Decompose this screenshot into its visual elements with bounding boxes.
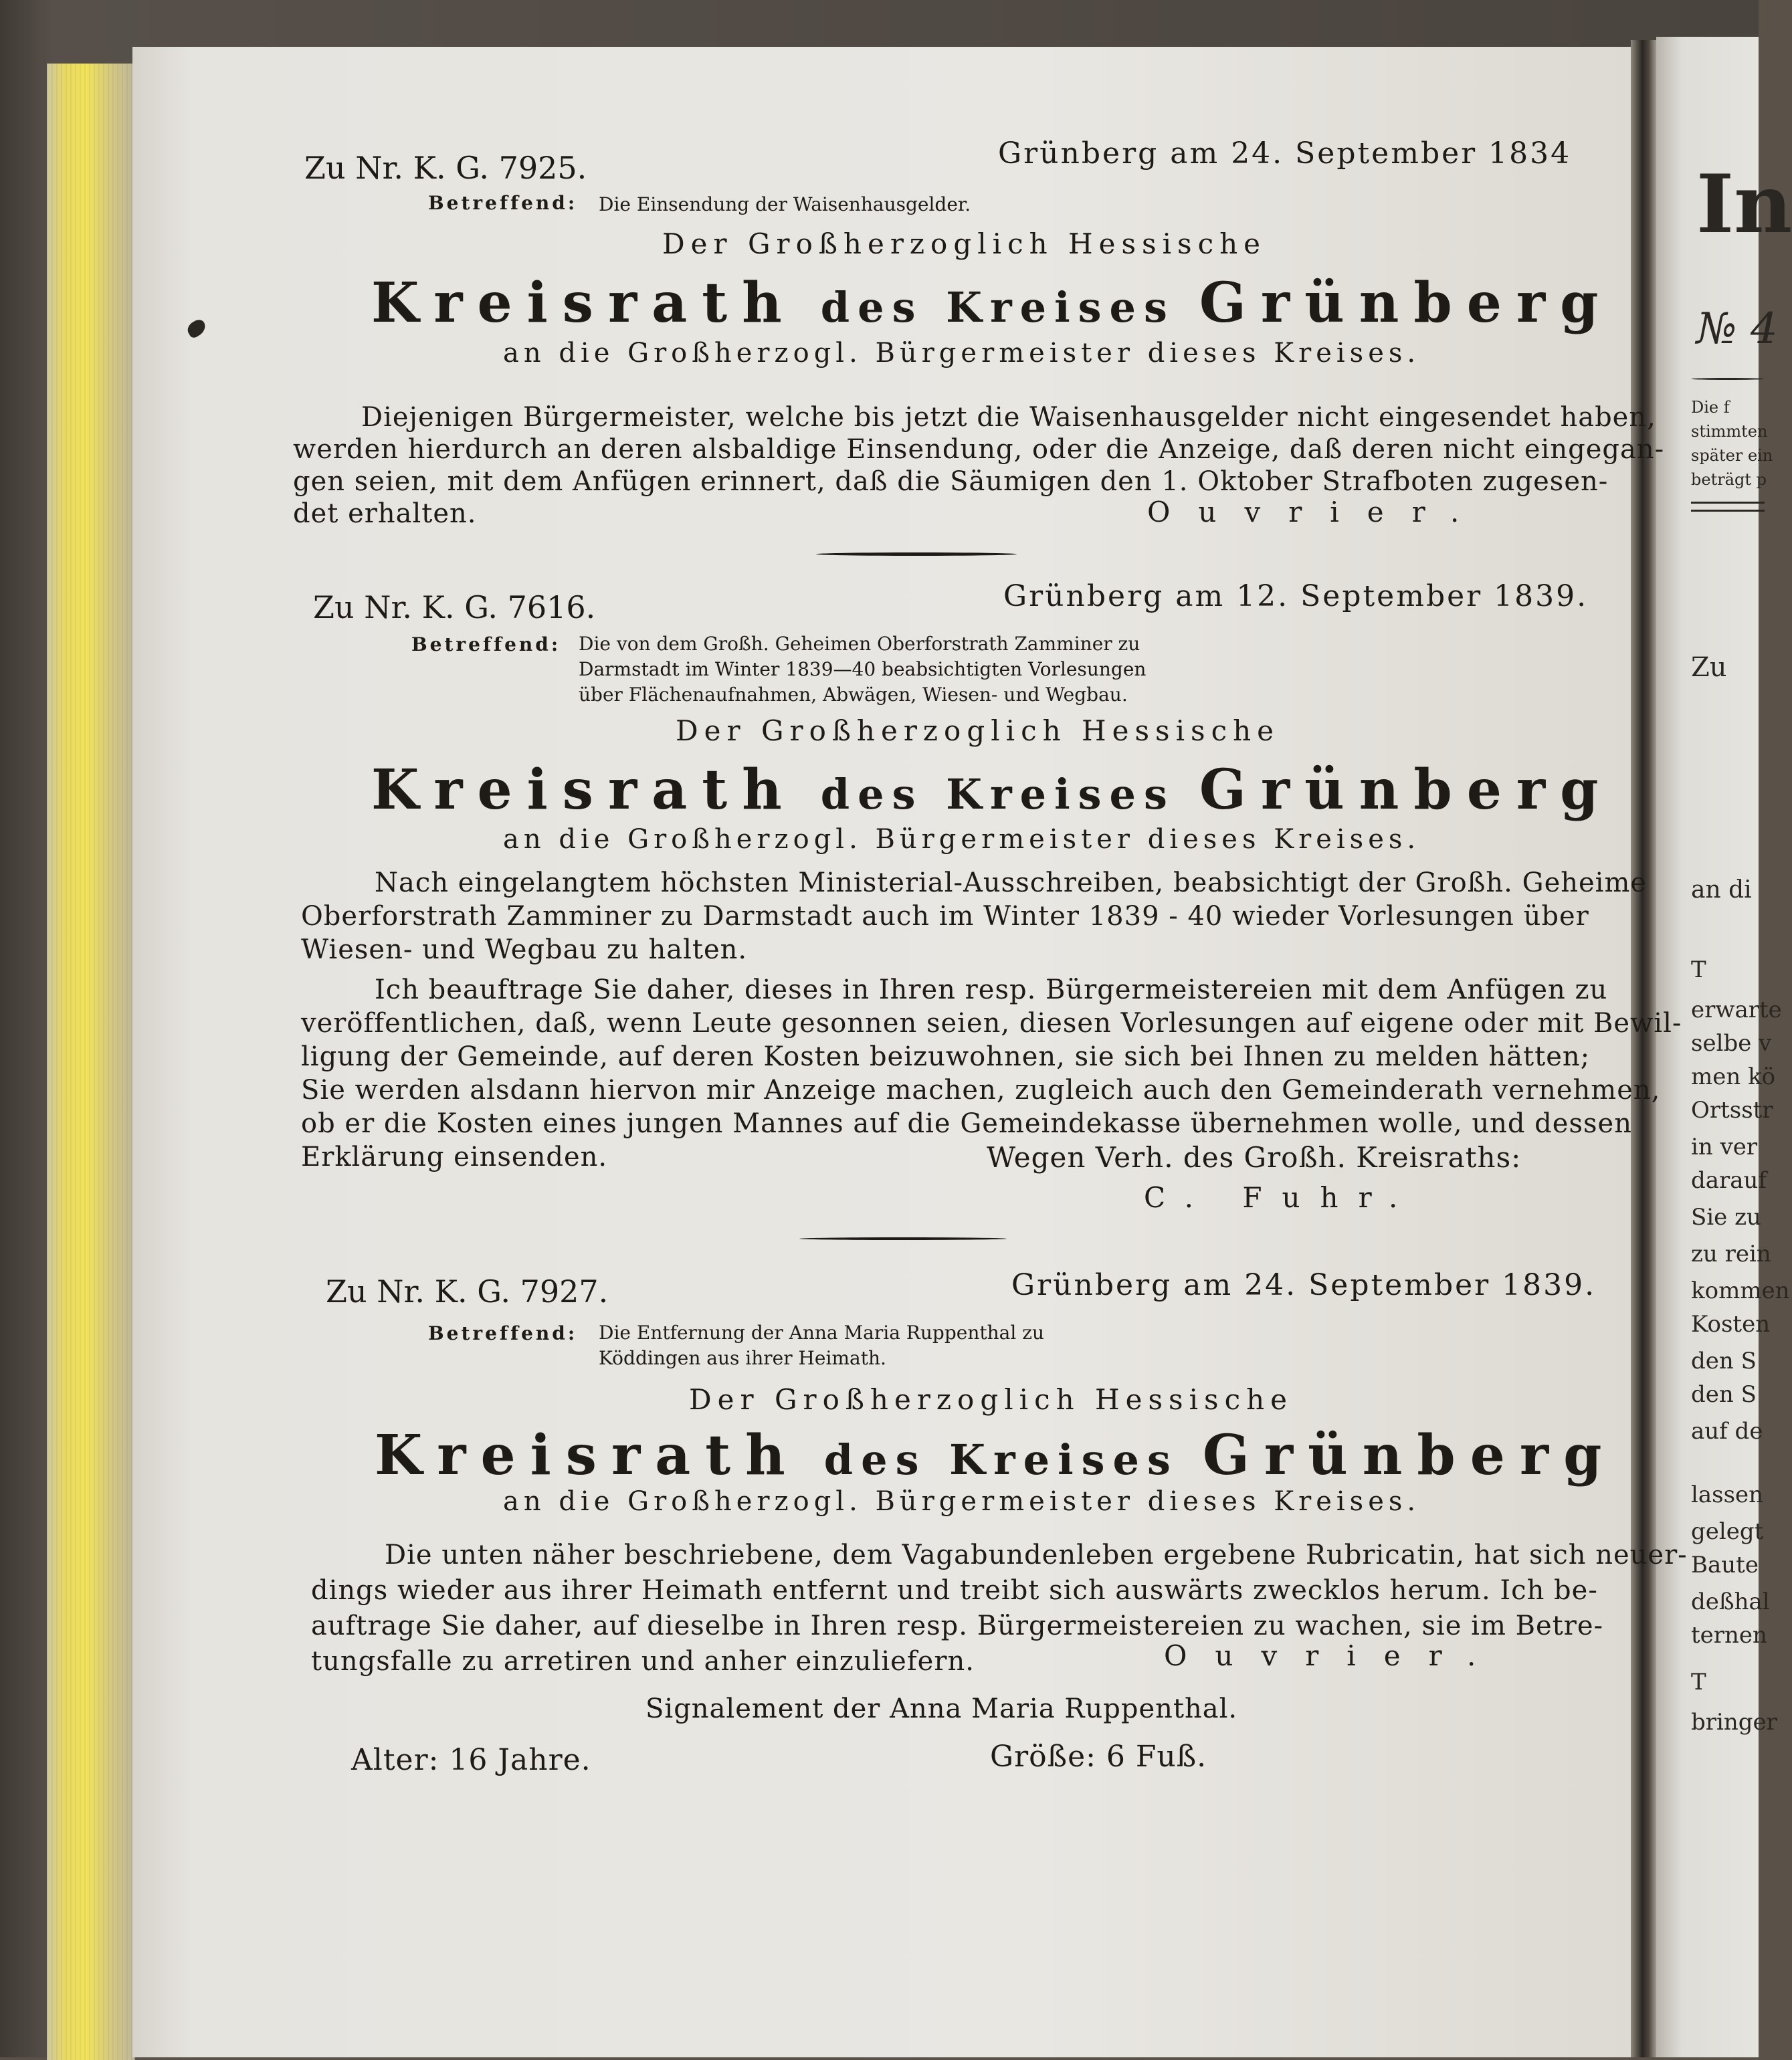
notice-1-body-line: Diejenigen Bürgermeister, welche bis jetzt die Waisenhausgelder nicht eingesendet haben, [361,402,1656,433]
notice-3-height: Größe: 6 Fuß. [990,1740,1207,1774]
next-page-double-rule [1691,502,1765,512]
notice-2-betreff-line: über Flächenaufnahmen, Abwägen, Wiesen- und Wegbau. [579,684,1128,706]
title-word: Kreisrath [375,1423,800,1487]
next-page-text-line: men kö [1691,1063,1776,1090]
next-page-text-line: den S [1691,1381,1757,1408]
title-word: des Kreises [823,1435,1179,1484]
notice-2-addressee: an die Großherzogl. Bürgermeister dieses Kreises. [503,824,1421,855]
notice-2-body-line: Oberforstrath Zamminer zu Darmstadt auch im Winter 1839 - 40 wieder Vorlesungen über [301,901,1589,932]
next-page-text-line: ternen [1691,1622,1767,1649]
next-page-text-line: in ver [1691,1134,1758,1160]
notice-2-signature: C. Fuhr. [1144,1181,1418,1214]
next-page-title: In [1696,157,1792,251]
notice-2-betreff-line: Darmstadt im Winter 1839—40 beabsichtigten Vorlesungen [579,658,1147,680]
title-word: des Kreises [820,283,1175,332]
notice-3-title [375,1423,1617,1487]
section-divider [799,1237,1007,1240]
notice-2-body-line: ob er die Kosten eines jungen Mannes auf die Gemeindekasse übernehmen wolle, und dessen [301,1108,1632,1139]
notice-2-body-line: Sie werden alsdann hiervon mir Anzeige machen, zugleich auch den Gemeinderath vernehmen, [301,1075,1661,1106]
next-page-header-line: stimmten [1691,422,1768,441]
notice-3-issuer: Der Großherzoglich Hessische [689,1383,1293,1416]
notice-3-date: Grünberg am 24. September 1839. [1011,1268,1597,1302]
next-page-text-line: erwarte [1691,997,1782,1023]
next-page-text-line: bringer [1691,1709,1777,1736]
notice-2-reference: Zu Nr. K. G. 7616. [313,589,596,625]
notice-1-title [371,271,1613,335]
next-page-text-line: T [1691,956,1706,983]
title-word: des Kreises [820,770,1175,819]
notice-1-betreff-line: Die Einsendung der Waisenhausgelder. [599,193,971,215]
notice-2-body-line: veröffentlichen, daß, wenn Leute gesonnen seien, diesen Vorlesungen auf eigene oder mit Bewil- [301,1008,1682,1039]
next-page-text-line: lassen [1691,1481,1764,1508]
next-page-text-line: zu rein [1691,1241,1771,1267]
notice-2-title [371,758,1613,822]
notice-1-signature: Ouvrier. [1147,496,1488,528]
notice-3-addressee: an die Großherzogl. Bürgermeister dieses Kreises. [503,1486,1421,1517]
next-page-ref: Zu [1691,652,1727,683]
notice-2-body-line: Wiesen- und Wegbau zu halten. [301,934,748,965]
notice-1-body-line: werden hierdurch an deren alsbaldige Einsendung, oder die Anzeige, daß deren nicht eingegan- [293,434,1665,465]
notice-3-age: Alter: 16 Jahre. [351,1743,591,1777]
next-page-text-line: gelegt [1691,1518,1764,1545]
notice-3-body-line: tungsfalle zu arretiren und anher einzuliefern. [311,1646,975,1677]
notice-2-betreff-label: Betreffend: [411,633,561,655]
next-page-header-line: Die f [1691,398,1730,417]
next-page-text-line: Kosten [1691,1311,1771,1338]
next-page-text-line: den S [1691,1348,1757,1374]
notice-2-sign-prefix: Wegen Verh. des Großh. Kreisraths: [987,1141,1522,1174]
section-divider [816,552,1017,556]
next-page-rule [1691,378,1765,380]
next-page-text-line: Ortsstr [1691,1097,1773,1124]
next-page-text-line: Baute [1691,1552,1759,1578]
notice-2-body-line: Ich beauftrage Sie daher, dieses in Ihren resp. Bürgermeistereien mit dem Anfügen zu [375,974,1608,1005]
next-page-header-line: später ein [1691,446,1773,465]
notice-1-addressee: an die Großherzogl. Bürgermeister dieses Kreises. [503,338,1421,369]
notice-2-date: Grünberg am 12. September 1839. [1003,579,1589,613]
notice-1-issuer: Der Großherzoglich Hessische [662,227,1266,260]
title-word: Grünberg [1202,1423,1617,1487]
next-page-text-line: kommen [1691,1277,1790,1304]
next-page-number: № 4 [1696,304,1778,354]
next-page-fragment [1656,37,1792,2057]
notice-1-betreff-label: Betreffend: [428,192,578,214]
notice-3-reference: Zu Nr. K. G. 7927. [326,1273,609,1310]
book-page-edges [47,64,135,2060]
notice-3-signature: Ouvrier. [1164,1639,1504,1672]
next-page-text-line: deßhal [1691,1588,1770,1615]
notice-3-betreff-label: Betreffend: [428,1322,578,1344]
notice-3-signalement: Signalement der Anna Maria Ruppenthal. [645,1693,1238,1724]
next-page-text-line: darauf [1691,1167,1767,1194]
title-word: Grünberg [1199,758,1613,822]
next-page-text-line: auf de [1691,1418,1763,1445]
next-page-text-line: T [1691,1669,1706,1695]
notice-1-body-line: gen seien, mit dem Anfügen erinnert, daß die Säumigen den 1. Oktober Strafboten zugesen- [293,466,1609,497]
next-page-header-line: beträgt p [1691,470,1767,489]
notice-1-body-line: det erhalten. [293,498,477,529]
notice-3-body-line: auftrage Sie daher, auf dieselbe in Ihren resp. Bürgermeistereien zu wachen, sie im Betre- [311,1611,1604,1641]
title-word: Kreisrath [371,758,797,822]
next-page-text-line: selbe v [1691,1030,1772,1057]
title-word: Kreisrath [371,271,797,335]
notice-3-body-line: Die unten näher beschriebene, dem Vagabundenleben ergebene Rubricatin, hat sich neuer- [385,1540,1688,1570]
notice-1-reference: Zu Nr. K. G. 7925. [304,150,587,186]
notice-3-betreff-line: Die Entfernung der Anna Maria Ruppenthal zu [599,1322,1044,1344]
notice-2-body-line: Nach eingelangtem höchsten Ministerial-Ausschreiben, beabsichtigt der Großh. Geheime [375,867,1648,898]
notice-2-body-line: Erklärung einsenden. [301,1142,608,1172]
notice-1-date: Grünberg am 24. September 1834 [998,136,1572,171]
notice-2-issuer: Der Großherzoglich Hessische [676,714,1280,747]
next-page-text-line: Sie zu [1691,1204,1761,1231]
notice-2-betreff-line: Die von dem Großh. Geheimen Oberforstrath Zamminer zu [579,633,1140,655]
notice-3-body-line: dings wieder aus ihrer Heimath entfernt und treibt sich auswärts zwecklos herum. Ich be- [311,1575,1598,1606]
book-gutter [1631,40,1656,2057]
next-page-addressee: an di [1691,876,1752,904]
notice-3-betreff-line: Köddingen aus ihrer Heimath. [599,1347,886,1369]
notice-2-body-line: ligung der Gemeinde, auf deren Kosten beizuwohnen, sie sich bei Ihnen zu melden hätten; [301,1041,1591,1072]
title-word: Grünberg [1199,271,1613,335]
